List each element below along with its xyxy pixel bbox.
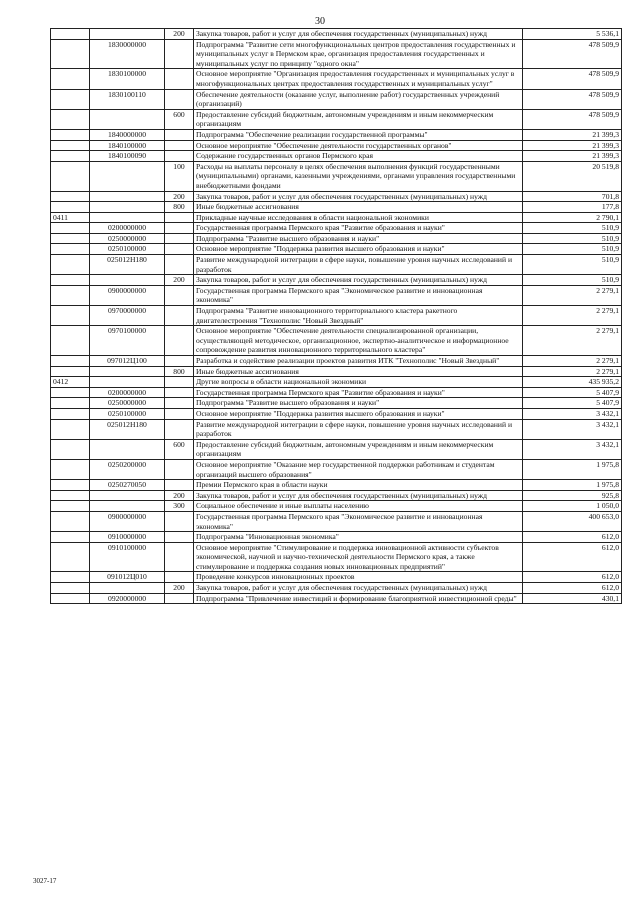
section-code-cell: [51, 583, 90, 594]
item-name-cell: Основное мероприятие "Поддержка развития высшего образования и науки": [194, 408, 523, 419]
amount-cell: 21 399,3: [523, 129, 622, 140]
target-article-cell: [90, 583, 165, 594]
table-row: [51, 459, 622, 479]
table-row: [51, 223, 622, 234]
expense-type-cell: [165, 511, 194, 531]
table-row: [51, 69, 622, 89]
target-article-cell: 097012Ц100: [90, 356, 165, 367]
table-row: [51, 29, 622, 40]
section-code-cell: [51, 161, 90, 191]
amount-cell: 3 432,1: [523, 439, 622, 459]
section-code-cell: [51, 306, 90, 326]
target-article-cell: 0250270050: [90, 480, 165, 491]
expense-type-cell: [165, 39, 194, 69]
amount-cell: 478 509,9: [523, 89, 622, 109]
expense-type-cell: [165, 223, 194, 234]
target-article-cell: 1830100110: [90, 89, 165, 109]
expense-type-cell: [165, 129, 194, 140]
target-article-cell: [90, 202, 165, 213]
budget-table: [50, 28, 622, 604]
item-name-cell: Обеспечение деятельности (оказание услуг, выполнение работ) государственных учреждений (организаций): [194, 89, 523, 109]
table-row: [51, 191, 622, 202]
amount-cell: 2 790,1: [523, 212, 622, 223]
item-name-cell: Закупка товаров, работ и услуг для обеспечения государственных (муниципальных) нужд: [194, 29, 523, 40]
table-row: [51, 408, 622, 419]
expense-type-cell: [165, 285, 194, 305]
expense-type-cell: [165, 398, 194, 409]
section-code-cell: [51, 109, 90, 129]
section-code-cell: [51, 151, 90, 162]
item-name-cell: Закупка товаров, работ и услуг для обеспечения государственных (муниципальных) нужд: [194, 490, 523, 501]
section-code-cell: [51, 542, 90, 572]
table-row: [51, 593, 622, 604]
amount-cell: 5 536,1: [523, 29, 622, 40]
section-code-cell: 0412: [51, 377, 90, 388]
expense-type-cell: 800: [165, 202, 194, 213]
expense-type-cell: 200: [165, 29, 194, 40]
table-row: [51, 233, 622, 244]
amount-cell: 3 432,1: [523, 408, 622, 419]
section-code-cell: [51, 202, 90, 213]
target-article-cell: [90, 191, 165, 202]
item-name-cell: Разработка и содействие реализации проектов развития ИТК "Технополис "Новый Звездный": [194, 356, 523, 367]
table-row: [51, 501, 622, 512]
table-row: [51, 109, 622, 129]
table-row: [51, 255, 622, 275]
target-article-cell: 0910000000: [90, 532, 165, 543]
item-name-cell: Проведение конкурсов инновационных проектов: [194, 572, 523, 583]
amount-cell: 510,9: [523, 255, 622, 275]
item-name-cell: Подпрограмма "Развитие инновационного территориального кластера ракетного двигателестроения "Технополис "Новый Звездный": [194, 306, 523, 326]
amount-cell: 510,9: [523, 275, 622, 286]
section-code-cell: [51, 285, 90, 305]
target-article-cell: 0250100000: [90, 244, 165, 255]
target-article-cell: [90, 161, 165, 191]
amount-cell: 20 519,8: [523, 161, 622, 191]
expense-type-cell: [165, 212, 194, 223]
table-row: [51, 511, 622, 531]
item-name-cell: Основное мероприятие "Стимулирование и поддержка инновационной активности субъектов экономической, научной и научно-технической деятельности Пермского края, а также стимулирование и поддержка создания новых инновационных предприятий": [194, 542, 523, 572]
section-code-cell: [51, 255, 90, 275]
expense-type-cell: [165, 244, 194, 255]
section-code-cell: [51, 398, 90, 409]
amount-cell: 478 509,9: [523, 39, 622, 69]
target-article-cell: 1840100000: [90, 140, 165, 151]
table-row: [51, 398, 622, 409]
target-article-cell: [90, 29, 165, 40]
section-code-cell: [51, 89, 90, 109]
table-row: [51, 572, 622, 583]
amount-cell: 701,8: [523, 191, 622, 202]
amount-cell: 925,8: [523, 490, 622, 501]
expense-type-cell: [165, 377, 194, 388]
section-code-cell: [51, 29, 90, 40]
target-article-cell: 0250000000: [90, 398, 165, 409]
target-article-cell: 091012Ц010: [90, 572, 165, 583]
section-code-cell: [51, 326, 90, 356]
amount-cell: 612,0: [523, 583, 622, 594]
section-code-cell: [51, 275, 90, 286]
item-name-cell: Подпрограмма "Развитие сети многофункциональных центров предоставления государственных и муниципальных услуг в Пермском крае, организация предоставления государственных и муниципальных услуг по принципу "одного окна": [194, 39, 523, 69]
item-name-cell: Другие вопросы в области национальной экономики: [194, 377, 523, 388]
item-name-cell: Иные бюджетные ассигнования: [194, 366, 523, 377]
target-article-cell: 0910100000: [90, 542, 165, 572]
target-article-cell: 0250100000: [90, 408, 165, 419]
expense-type-cell: [165, 89, 194, 109]
target-article-cell: [90, 439, 165, 459]
expense-type-cell: [165, 255, 194, 275]
item-name-cell: Подпрограмма "Развитие высшего образования и науки": [194, 233, 523, 244]
amount-cell: 5 407,9: [523, 387, 622, 398]
section-code-cell: [51, 511, 90, 531]
table-row: [51, 275, 622, 286]
amount-cell: 430,1: [523, 593, 622, 604]
expense-type-cell: [165, 480, 194, 491]
amount-cell: 478 509,9: [523, 109, 622, 129]
expense-type-cell: 600: [165, 109, 194, 129]
target-article-cell: 0970100000: [90, 326, 165, 356]
table-row: [51, 244, 622, 255]
target-article-cell: [90, 366, 165, 377]
table-row: [51, 151, 622, 162]
target-article-cell: 0920000000: [90, 593, 165, 604]
amount-cell: 478 509,9: [523, 69, 622, 89]
section-code-cell: [51, 191, 90, 202]
table-row: [51, 356, 622, 367]
section-code-cell: [51, 129, 90, 140]
table-row: [51, 326, 622, 356]
item-name-cell: Основное мероприятие "Обеспечение деятельности государственных органов": [194, 140, 523, 151]
section-code-cell: [51, 69, 90, 89]
item-name-cell: Расходы на выплаты персоналу в целях обеспечения выполнения функций государственными (муниципальными) органами, казенными учреждениями, органами управления государственными внебюджетными фондами: [194, 161, 523, 191]
expense-type-cell: 600: [165, 439, 194, 459]
footer-code: 3027-17: [33, 877, 57, 885]
amount-cell: 21 399,3: [523, 151, 622, 162]
table-row: [51, 285, 622, 305]
table-row: [51, 480, 622, 491]
expense-type-cell: [165, 151, 194, 162]
table-row: [51, 490, 622, 501]
section-code-cell: [51, 480, 90, 491]
expense-type-cell: [165, 306, 194, 326]
amount-cell: 1 975,8: [523, 459, 622, 479]
table-row: [51, 202, 622, 213]
expense-type-cell: [165, 140, 194, 151]
expense-type-cell: [165, 408, 194, 419]
section-code-cell: [51, 233, 90, 244]
section-code-cell: [51, 387, 90, 398]
table-row: [51, 387, 622, 398]
amount-cell: 1 975,8: [523, 480, 622, 491]
item-name-cell: Основное мероприятие "Оказание мер государственной поддержки работникам и студентам организаций высшего образования": [194, 459, 523, 479]
item-name-cell: Государственная программа Пермского края "Экономическое развитие и инновационная экономика": [194, 511, 523, 531]
amount-cell: 510,9: [523, 223, 622, 234]
expense-type-cell: [165, 69, 194, 89]
budget-table-body: [51, 29, 622, 604]
page-number: 30: [315, 16, 325, 27]
amount-cell: 1 050,0: [523, 501, 622, 512]
item-name-cell: Государственная программа Пермского края "Экономическое развитие и инновационная экономика": [194, 285, 523, 305]
amount-cell: 2 279,1: [523, 306, 622, 326]
expense-type-cell: 100: [165, 161, 194, 191]
section-code-cell: [51, 223, 90, 234]
expense-type-cell: [165, 356, 194, 367]
item-name-cell: Основное мероприятие "Обеспечение деятельности специализированной организации, осуществляющей методическое, организационное, экспертно-аналитическое и информационное сопровождение развития инновационного территориального кластера": [194, 326, 523, 356]
expense-type-cell: [165, 593, 194, 604]
target-article-cell: [90, 275, 165, 286]
target-article-cell: 1840100090: [90, 151, 165, 162]
expense-type-cell: [165, 419, 194, 439]
table-row: [51, 89, 622, 109]
table-row: [51, 212, 622, 223]
section-code-cell: [51, 532, 90, 543]
item-name-cell: Содержание государственных органов Пермского края: [194, 151, 523, 162]
target-article-cell: 0200000000: [90, 387, 165, 398]
target-article-cell: 0900000000: [90, 285, 165, 305]
amount-cell: 435 935,2: [523, 377, 622, 388]
target-article-cell: 025012Н180: [90, 255, 165, 275]
section-code-cell: [51, 501, 90, 512]
target-article-cell: 025012Н180: [90, 419, 165, 439]
amount-cell: 21 399,3: [523, 140, 622, 151]
table-row: [51, 129, 622, 140]
table-row: [51, 366, 622, 377]
target-article-cell: [90, 377, 165, 388]
amount-cell: 177,8: [523, 202, 622, 213]
section-code-cell: [51, 140, 90, 151]
item-name-cell: Закупка товаров, работ и услуг для обеспечения государственных (муниципальных) нужд: [194, 191, 523, 202]
expense-type-cell: 200: [165, 191, 194, 202]
item-name-cell: Закупка товаров, работ и услуг для обеспечения государственных (муниципальных) нужд: [194, 275, 523, 286]
item-name-cell: Подпрограмма "Обеспечение реализации государственной программы": [194, 129, 523, 140]
section-code-cell: [51, 439, 90, 459]
item-name-cell: Прикладные научные исследования в области национальной экономики: [194, 212, 523, 223]
amount-cell: 2 279,1: [523, 366, 622, 377]
amount-cell: 612,0: [523, 572, 622, 583]
table-row: [51, 377, 622, 388]
section-code-cell: [51, 366, 90, 377]
amount-cell: 5 407,9: [523, 398, 622, 409]
section-code-cell: [51, 39, 90, 69]
target-article-cell: [90, 501, 165, 512]
expense-type-cell: [165, 572, 194, 583]
target-article-cell: 1830000000: [90, 39, 165, 69]
expense-type-cell: [165, 233, 194, 244]
expense-type-cell: 200: [165, 275, 194, 286]
amount-cell: 2 279,1: [523, 326, 622, 356]
amount-cell: 510,9: [523, 233, 622, 244]
item-name-cell: Премии Пермского края в области науки: [194, 480, 523, 491]
table-row: [51, 306, 622, 326]
section-code-cell: [51, 419, 90, 439]
target-article-cell: 1830100000: [90, 69, 165, 89]
item-name-cell: Социальное обеспечение и иные выплаты населению: [194, 501, 523, 512]
expense-type-cell: 300: [165, 501, 194, 512]
target-article-cell: 0250200000: [90, 459, 165, 479]
table-row: [51, 583, 622, 594]
table-row: [51, 542, 622, 572]
target-article-cell: 0250000000: [90, 233, 165, 244]
item-name-cell: Развитие международной интеграции в сфере науки, повышение уровня научных исследований и разработок: [194, 419, 523, 439]
table-row: [51, 161, 622, 191]
section-code-cell: [51, 356, 90, 367]
item-name-cell: Подпрограмма "Развитие высшего образования и науки": [194, 398, 523, 409]
item-name-cell: Государственная программа Пермского края "Развитие образования и науки": [194, 387, 523, 398]
table-row: [51, 532, 622, 543]
item-name-cell: Государственная программа Пермского края "Развитие образования и науки": [194, 223, 523, 234]
expense-type-cell: [165, 326, 194, 356]
item-name-cell: Подпрограмма "Инновационная экономика": [194, 532, 523, 543]
table-row: [51, 140, 622, 151]
table-row: [51, 39, 622, 69]
item-name-cell: Основное мероприятие "Организация предоставления государственных и муниципальных услуг в многофункциональных центрах предоставления государственных и муниципальных услуг": [194, 69, 523, 89]
section-code-cell: 0411: [51, 212, 90, 223]
expense-type-cell: 200: [165, 583, 194, 594]
target-article-cell: [90, 212, 165, 223]
expense-type-cell: 200: [165, 490, 194, 501]
amount-cell: 510,9: [523, 244, 622, 255]
table-row: [51, 439, 622, 459]
expense-type-cell: [165, 387, 194, 398]
expense-type-cell: [165, 459, 194, 479]
item-name-cell: Развитие международной интеграции в сфере науки, повышение уровня научных исследований и разработок: [194, 255, 523, 275]
expense-type-cell: [165, 532, 194, 543]
amount-cell: 2 279,1: [523, 285, 622, 305]
table-row: [51, 419, 622, 439]
amount-cell: 400 653,0: [523, 511, 622, 531]
amount-cell: 612,0: [523, 532, 622, 543]
item-name-cell: Подпрограмма "Привлечение инвестиций и формирование благоприятной инвестиционной среды": [194, 593, 523, 604]
target-article-cell: [90, 109, 165, 129]
target-article-cell: 0900000000: [90, 511, 165, 531]
target-article-cell: 0970000000: [90, 306, 165, 326]
item-name-cell: Предоставление субсидий бюджетным, автономным учреждениям и иным некоммерческим организациям: [194, 109, 523, 129]
section-code-cell: [51, 572, 90, 583]
section-code-cell: [51, 459, 90, 479]
amount-cell: 2 279,1: [523, 356, 622, 367]
section-code-cell: [51, 490, 90, 501]
amount-cell: 612,0: [523, 542, 622, 572]
target-article-cell: 1840000000: [90, 129, 165, 140]
target-article-cell: 0200000000: [90, 223, 165, 234]
item-name-cell: Основное мероприятие "Поддержка развития высшего образования и науки": [194, 244, 523, 255]
section-code-cell: [51, 593, 90, 604]
expense-type-cell: 800: [165, 366, 194, 377]
item-name-cell: Предоставление субсидий бюджетным, автономным учреждениям и иным некоммерческим организациям: [194, 439, 523, 459]
item-name-cell: Иные бюджетные ассигнования: [194, 202, 523, 213]
expense-type-cell: [165, 542, 194, 572]
item-name-cell: Закупка товаров, работ и услуг для обеспечения государственных (муниципальных) нужд: [194, 583, 523, 594]
section-code-cell: [51, 244, 90, 255]
target-article-cell: [90, 490, 165, 501]
section-code-cell: [51, 408, 90, 419]
amount-cell: 3 432,1: [523, 419, 622, 439]
